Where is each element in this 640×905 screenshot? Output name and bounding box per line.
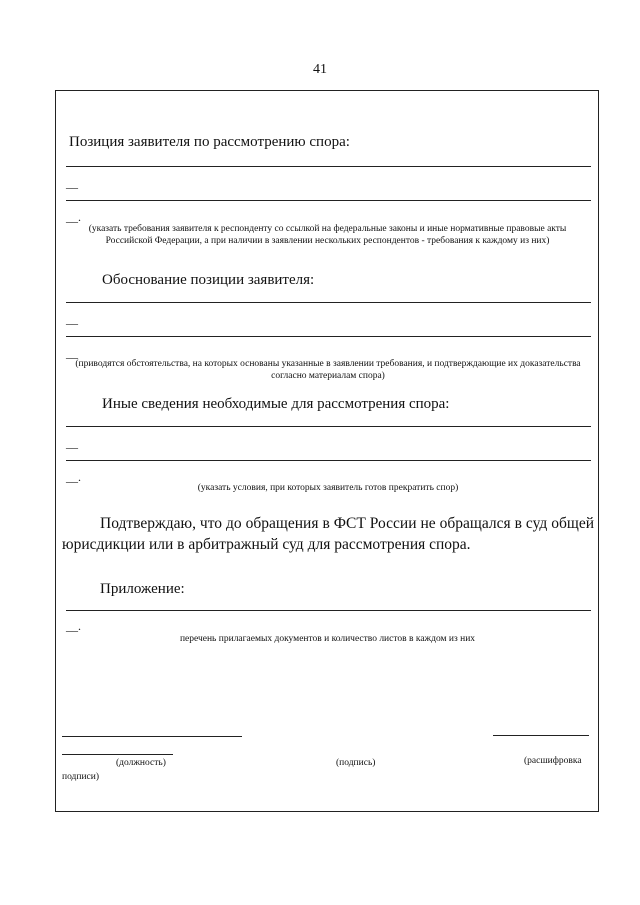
fill-mark: __: [66, 436, 78, 450]
decoding-label: (расшифровка: [524, 756, 582, 766]
other-information-heading: Иные сведения необходимые для рассмотрения спора:: [102, 396, 450, 412]
signature-line[interactable]: [62, 736, 242, 737]
circumstances-note: (приводятся обстоятельства, на которых основаны указанные в заявлении требования, и подтверждающие их доказательства согласно материалам спора): [75, 359, 581, 381]
fill-mark: __.: [66, 210, 81, 224]
decoding-label-continued: подписи): [62, 772, 100, 782]
fill-line[interactable]: [66, 302, 591, 303]
applicant-position-heading: Позиция заявителя по рассмотрению спора:: [69, 134, 350, 150]
conditions-note: (указать условия, при которых заявитель готов прекратить спор): [197, 483, 459, 493]
fill-mark: __: [66, 346, 78, 360]
signature-line[interactable]: [493, 735, 589, 736]
page-number: 41: [313, 62, 327, 77]
confirmation-statement: Подтверждаю, что до обращения в ФСТ России не обращался в суд общей юрисдикции или в арбитражный суд для рассмотрения спора.: [62, 515, 594, 553]
fill-line[interactable]: [66, 200, 591, 201]
fill-line[interactable]: [66, 460, 591, 461]
fill-line[interactable]: [66, 426, 591, 427]
attachment-heading: Приложение:: [100, 581, 185, 597]
position-label: (должность): [116, 758, 166, 768]
fill-mark: __.: [66, 619, 81, 633]
form-frame: [55, 90, 599, 812]
fill-mark: __: [66, 312, 78, 326]
position-justification-heading: Обоснование позиции заявителя:: [102, 272, 315, 288]
attachment-note: перечень прилагаемых документов и количество листов в каждом из них: [179, 634, 476, 644]
fill-mark: __.: [66, 470, 81, 484]
signature-label: (подпись): [336, 758, 376, 768]
fill-line[interactable]: [66, 336, 591, 337]
fill-line[interactable]: [66, 610, 591, 611]
requirements-note: (указать требования заявителя к респонденту со ссылкой на федеральные законы и иные нормативные правовые акты Российской Федерации, а при наличии в заявлении нескольких респондентов - требования к каждому из них): [88, 224, 567, 246]
fill-mark: __: [66, 176, 78, 190]
fill-line[interactable]: [66, 166, 591, 167]
position-line[interactable]: [62, 754, 173, 755]
